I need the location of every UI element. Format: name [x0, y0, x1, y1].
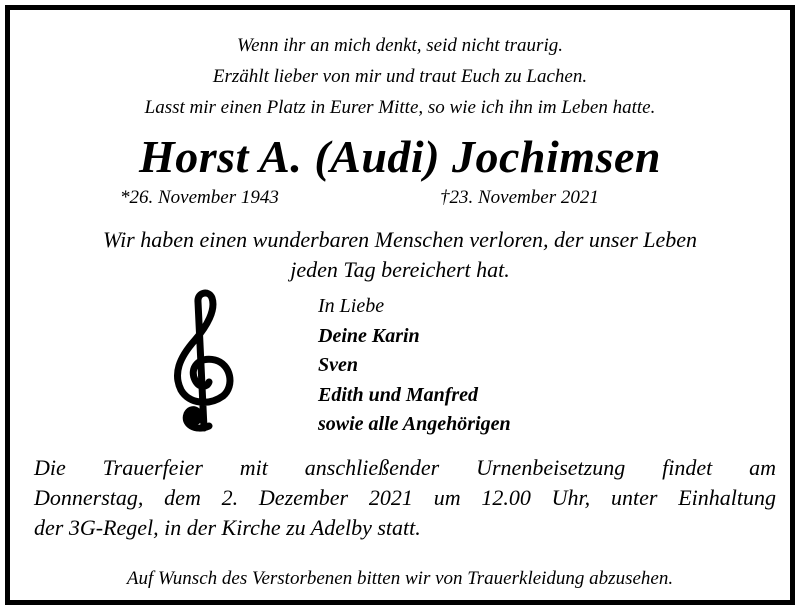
service-line-3: der 3G-Regel, in der Kirche zu Adelby statt.	[34, 515, 421, 540]
tribute-line-2: jeden Tag bereichert hat.	[290, 257, 510, 282]
poem-line-2: Erzählt lieber von mir und traut Euch zu Lachen.	[212, 66, 588, 87]
obituary-frame	[5, 5, 795, 605]
signature-name-3: Edith und Manfred	[318, 384, 479, 406]
signature-name-4: sowie alle Angehörigen	[318, 413, 511, 435]
signature-name-1: Deine Karin	[318, 325, 420, 347]
birth-date: *26. November 1943	[120, 187, 279, 208]
service-line-1: Die Trauerfeier mit anschließender Urnenbeisetzung findet am	[34, 455, 776, 480]
dress-code-note: Auf Wunsch des Verstorbenen bitten wir von Trauerkleidung abzusehen.	[126, 568, 674, 589]
poem-line-1: Wenn ihr an mich denkt, seid nicht traurig.	[237, 35, 563, 56]
tribute-line-1: Wir haben einen wunderbaren Menschen verloren, der unser Leben	[102, 227, 698, 252]
signature-intro: In Liebe	[318, 295, 385, 317]
deceased-name: Horst A. (Audi) Jochimsen	[139, 131, 661, 182]
poem-line-3: Lasst mir einen Platz in Eurer Mitte, so wie ich ihn im Leben hatte.	[144, 97, 656, 118]
death-date: †23. November 2021	[440, 187, 599, 208]
service-line-2: Donnerstag, dem 2. Dezember 2021 um 12.00 Uhr, unter Einhaltung	[34, 485, 776, 510]
treble-clef-icon	[165, 288, 245, 438]
signature-name-2: Sven	[318, 354, 358, 376]
